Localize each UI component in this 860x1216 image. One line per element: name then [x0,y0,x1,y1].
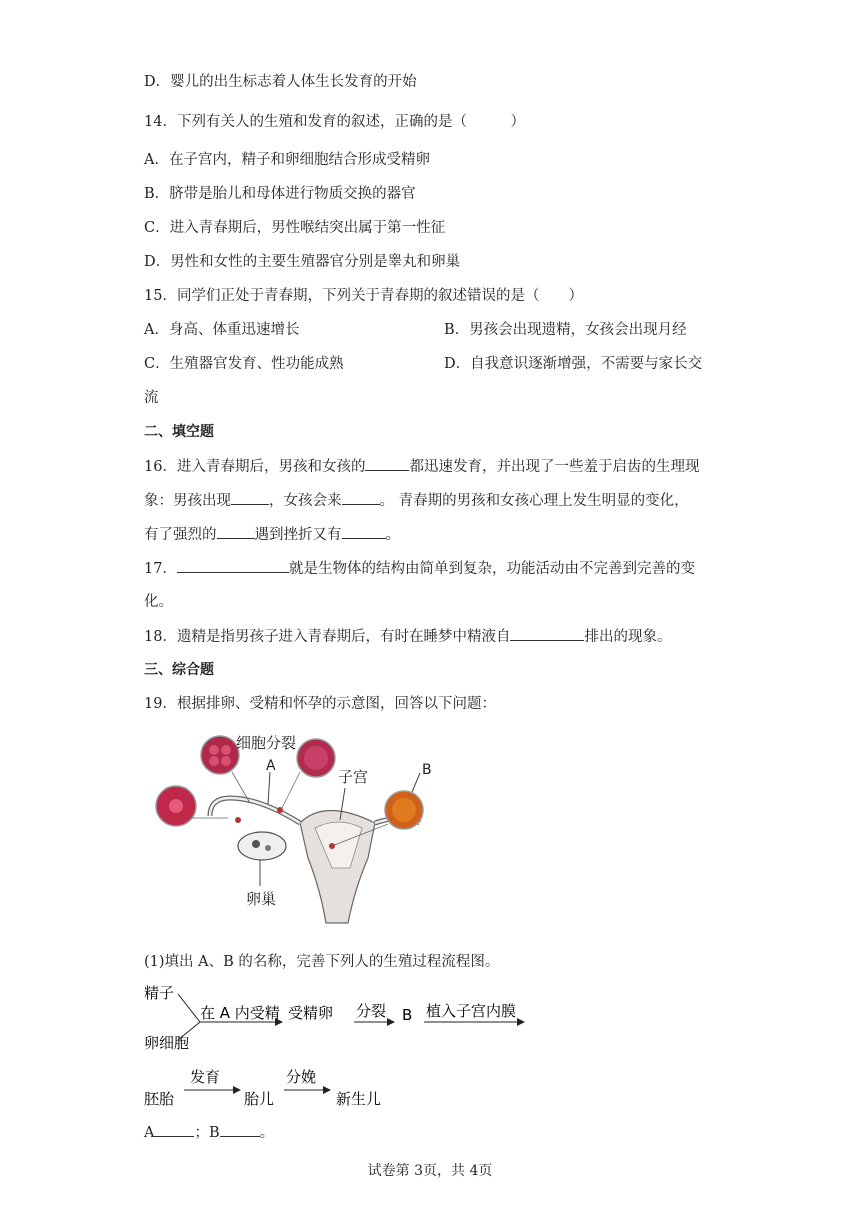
q16-text: 有了强烈的 [144,527,217,543]
answer-blank-a[interactable] [154,1122,194,1137]
q15-option-c: C．生殖器官发育、性功能成熟 [144,356,344,372]
q19-stem: 19．根据排卵、受精和怀孕的示意图，回答以下问题： [144,696,496,712]
q15-option-a: A．身高、体重迅速增长 [144,322,300,338]
q16-line-1 [144,456,699,477]
flow-fetus: 胎儿 [244,1090,275,1108]
q18-text: 排出的现象。 [584,629,672,645]
section-heading-fill-blank: 二、填空题 [144,424,214,440]
q16-text: 。 青春期的男孩和女孩心理上发生明显的变化， [379,493,689,509]
q14-stem: 14．下列有关人的生殖和发育的叙述，正确的是（ ） [144,114,525,130]
q17-line-1 [144,558,695,579]
flow-newborn: 新生儿 [336,1090,382,1108]
answer-end: 。 [259,1125,275,1141]
q14-option-c: C．进入青春期后，男性喉结突出属于第一性征 [144,220,446,236]
answer-blank[interactable] [510,626,584,641]
flow-implant-label: 植入子宫内膜 [426,1002,517,1020]
flow-develop-label: 发育 [190,1068,221,1086]
q15-stem: 15．同学们正处于青春期，下列关于青春期的叙述错误的是（ ） [144,288,583,304]
page-footer: 试卷第 3页，共 4页 [367,1163,493,1179]
ovary-shape [238,832,286,860]
answer-blank[interactable] [177,558,289,573]
flow-b: B [402,1006,413,1024]
reproductive-diagram [150,728,440,938]
answer-blank[interactable] [231,490,269,505]
flow-divide-label: 分裂 [356,1002,387,1020]
q16-line-3 [144,524,400,545]
label-uterus: 子宫 [338,768,369,786]
section-heading-comprehensive: 三、综合题 [144,662,214,678]
answer-blank-b[interactable] [220,1122,260,1137]
q16-text: 遇到挫折又有 [254,527,342,543]
q13-option-d: D．婴儿的出生标志着人体生长发育的开始 [144,74,417,90]
q19-sub1: (1)填出 A、B 的名称，完善下列人的生殖过程流程图。 [144,954,500,970]
answer-blank[interactable] [365,456,409,471]
q16-text: 都迅速发育，并出现了一些羞于启齿的生理现 [409,459,700,475]
answer-blank[interactable] [342,524,386,539]
q16-text: 16．进入青春期后，男孩和女孩的 [144,459,366,475]
label-ovary: 卵巢 [246,890,277,908]
flow-egg: 卵细胞 [144,1034,190,1052]
label-a: A [266,758,276,774]
flow-birth-label: 分娩 [286,1068,317,1086]
answer-blank[interactable] [342,490,380,505]
q17-text: 17． [144,561,177,577]
q16-text: 。 [385,527,400,543]
q15-option-d: D．自我意识逐渐增强，不需要与家长交 [444,356,703,372]
q17-line-2: 化。 [144,594,173,610]
answer-b-label: ；B [194,1125,220,1141]
q16-line-2 [144,490,689,511]
q15-option-d-continued: 流 [144,390,159,406]
answer-a-label: A [144,1125,155,1141]
label-b: B [422,762,432,778]
dividing-cell-image [201,736,239,774]
flow-zygote: 受精卵 [288,1004,334,1022]
label-cell-division: 细胞分裂 [236,734,297,752]
flow-embryo: 胚胎 [144,1090,175,1108]
q14-option-d: D．男性和女性的主要生殖器官分别是睾丸和卵巢 [144,254,461,270]
q14-option-b: B．脐带是胎儿和母体进行物质交换的器官 [144,186,416,202]
q18-text: 18．遗精是指男孩子进入青春期后，有时在睡梦中精液自 [144,629,511,645]
flow-fertilize-label: 在 A 内受精 [200,1004,280,1022]
q16-text: ，女孩会来 [269,493,342,509]
q14-option-a: A．在子宫内，精子和卵细胞结合形成受精卵 [144,152,430,168]
answer-blank[interactable] [217,524,255,539]
reproduction-flowchart [144,980,544,1110]
q19-answer-line [144,1122,274,1143]
q17-text: 就是生物体的结构由简单到复杂，功能活动由不完善到完善的变 [288,561,695,577]
q15-option-b: B．男孩会出现遗精，女孩会出现月经 [444,322,687,338]
q18-line-1 [144,626,671,647]
q16-text: 象：男孩出现 [144,493,231,509]
flow-sperm: 精子 [144,984,175,1002]
